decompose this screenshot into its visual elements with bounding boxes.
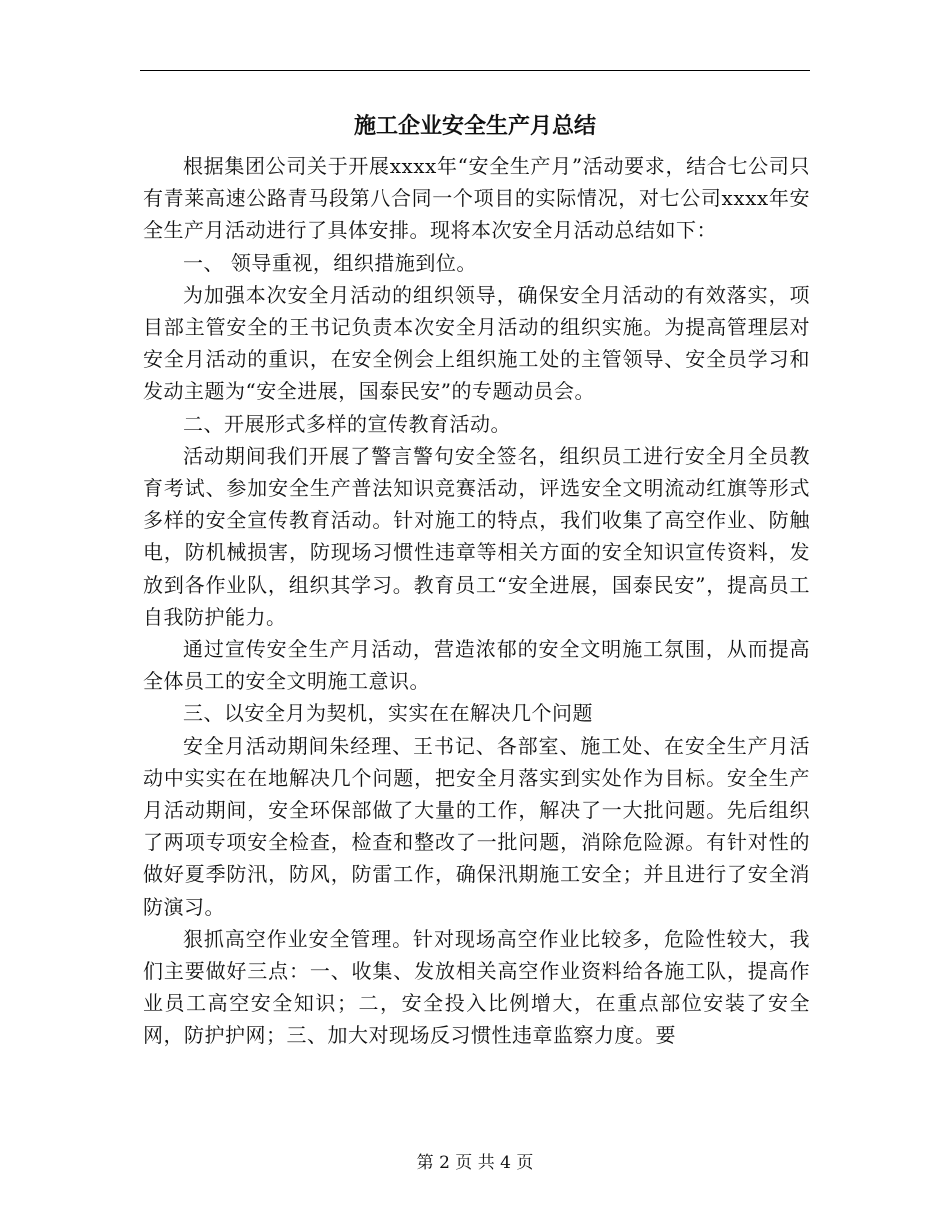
body-paragraph: 通过宣传安全生产月活动，营造浓郁的安全文明施工氛围，从而提高全体员工的安全文明施工意识。 <box>143 637 810 694</box>
section-heading-1: 一、 领导重视，组织措施到位。 <box>183 250 477 275</box>
body-paragraph: 狠抓高空作业安全管理。针对现场高空作业比较多，危险性较大，我们主要做好三点：一、收集、发放相关高空作业资料给各施工队，提高作业员工高空安全知识；二，安全投入比例增大，在重点部位安装了安全网，防护护网；三、加大对现场反习惯性违章监察力度。要 <box>143 926 810 1048</box>
page-number-footer: 第 2 页 共 4 页 <box>416 1153 534 1173</box>
body-paragraph: 为加强本次安全月活动的组织领导，确保安全月活动的有效落实，项目部主管安全的王书记负责本次安全月活动的组织实施。为提高管理层对安全月活动的重识，在安全例会上组织施工处的主管领导、安全员学习和发动主题为“安全进展，国泰民安”的专题动员会。 <box>143 282 810 404</box>
document-title: 施工企业安全生产月总结 <box>353 113 596 139</box>
document-body <box>143 150 810 1052</box>
section-heading-3: 三、以安全月为契机，实实在在解决几个问题 <box>183 701 593 726</box>
body-paragraph: 活动期间我们开展了警言警句安全签名，组织员工进行安全月全员教育考试、参加安全生产普法知识竞赛活动，评选安全文明流动红旗等形式多样的安全宣传教育活动。针对施工的特点，我们收集了高空作业、防触电，防机械损害，防现场习惯性违章等相关方面的安全知识宣传资料，发放到各作业队，组织其学习。教育员工“安全进展，国泰民安”，提高员工自我防护能力。 <box>143 443 810 629</box>
body-paragraph: 安全月活动期间朱经理、王书记、各部室、施工处、在安全生产月活动中实实在在地解决几个问题，把安全月落实到实处作为目标。安全生产月活动期间，安全环保部做了大量的工作，解决了一大批问题。先后组织了两项专项安全检查，检查和整改了一批问题，消除危险源。有针对性的做好夏季防汛，防风，防雷工作，确保汛期施工安全；并且进行了安全消防演习。 <box>143 733 810 919</box>
header-rule <box>140 70 810 71</box>
section-heading-2: 二、开展形式多样的宣传教育活动。 <box>183 411 511 436</box>
intro-paragraph: 根据集团公司关于开展xxxx年“安全生产月”活动要求，结合七公司只有青莱高速公路青马段第八合同一个项目的实际情况，对七公司xxxx年安全生产月活动进行了具体安排。现将本次安全月活动总结如下： <box>143 154 810 243</box>
